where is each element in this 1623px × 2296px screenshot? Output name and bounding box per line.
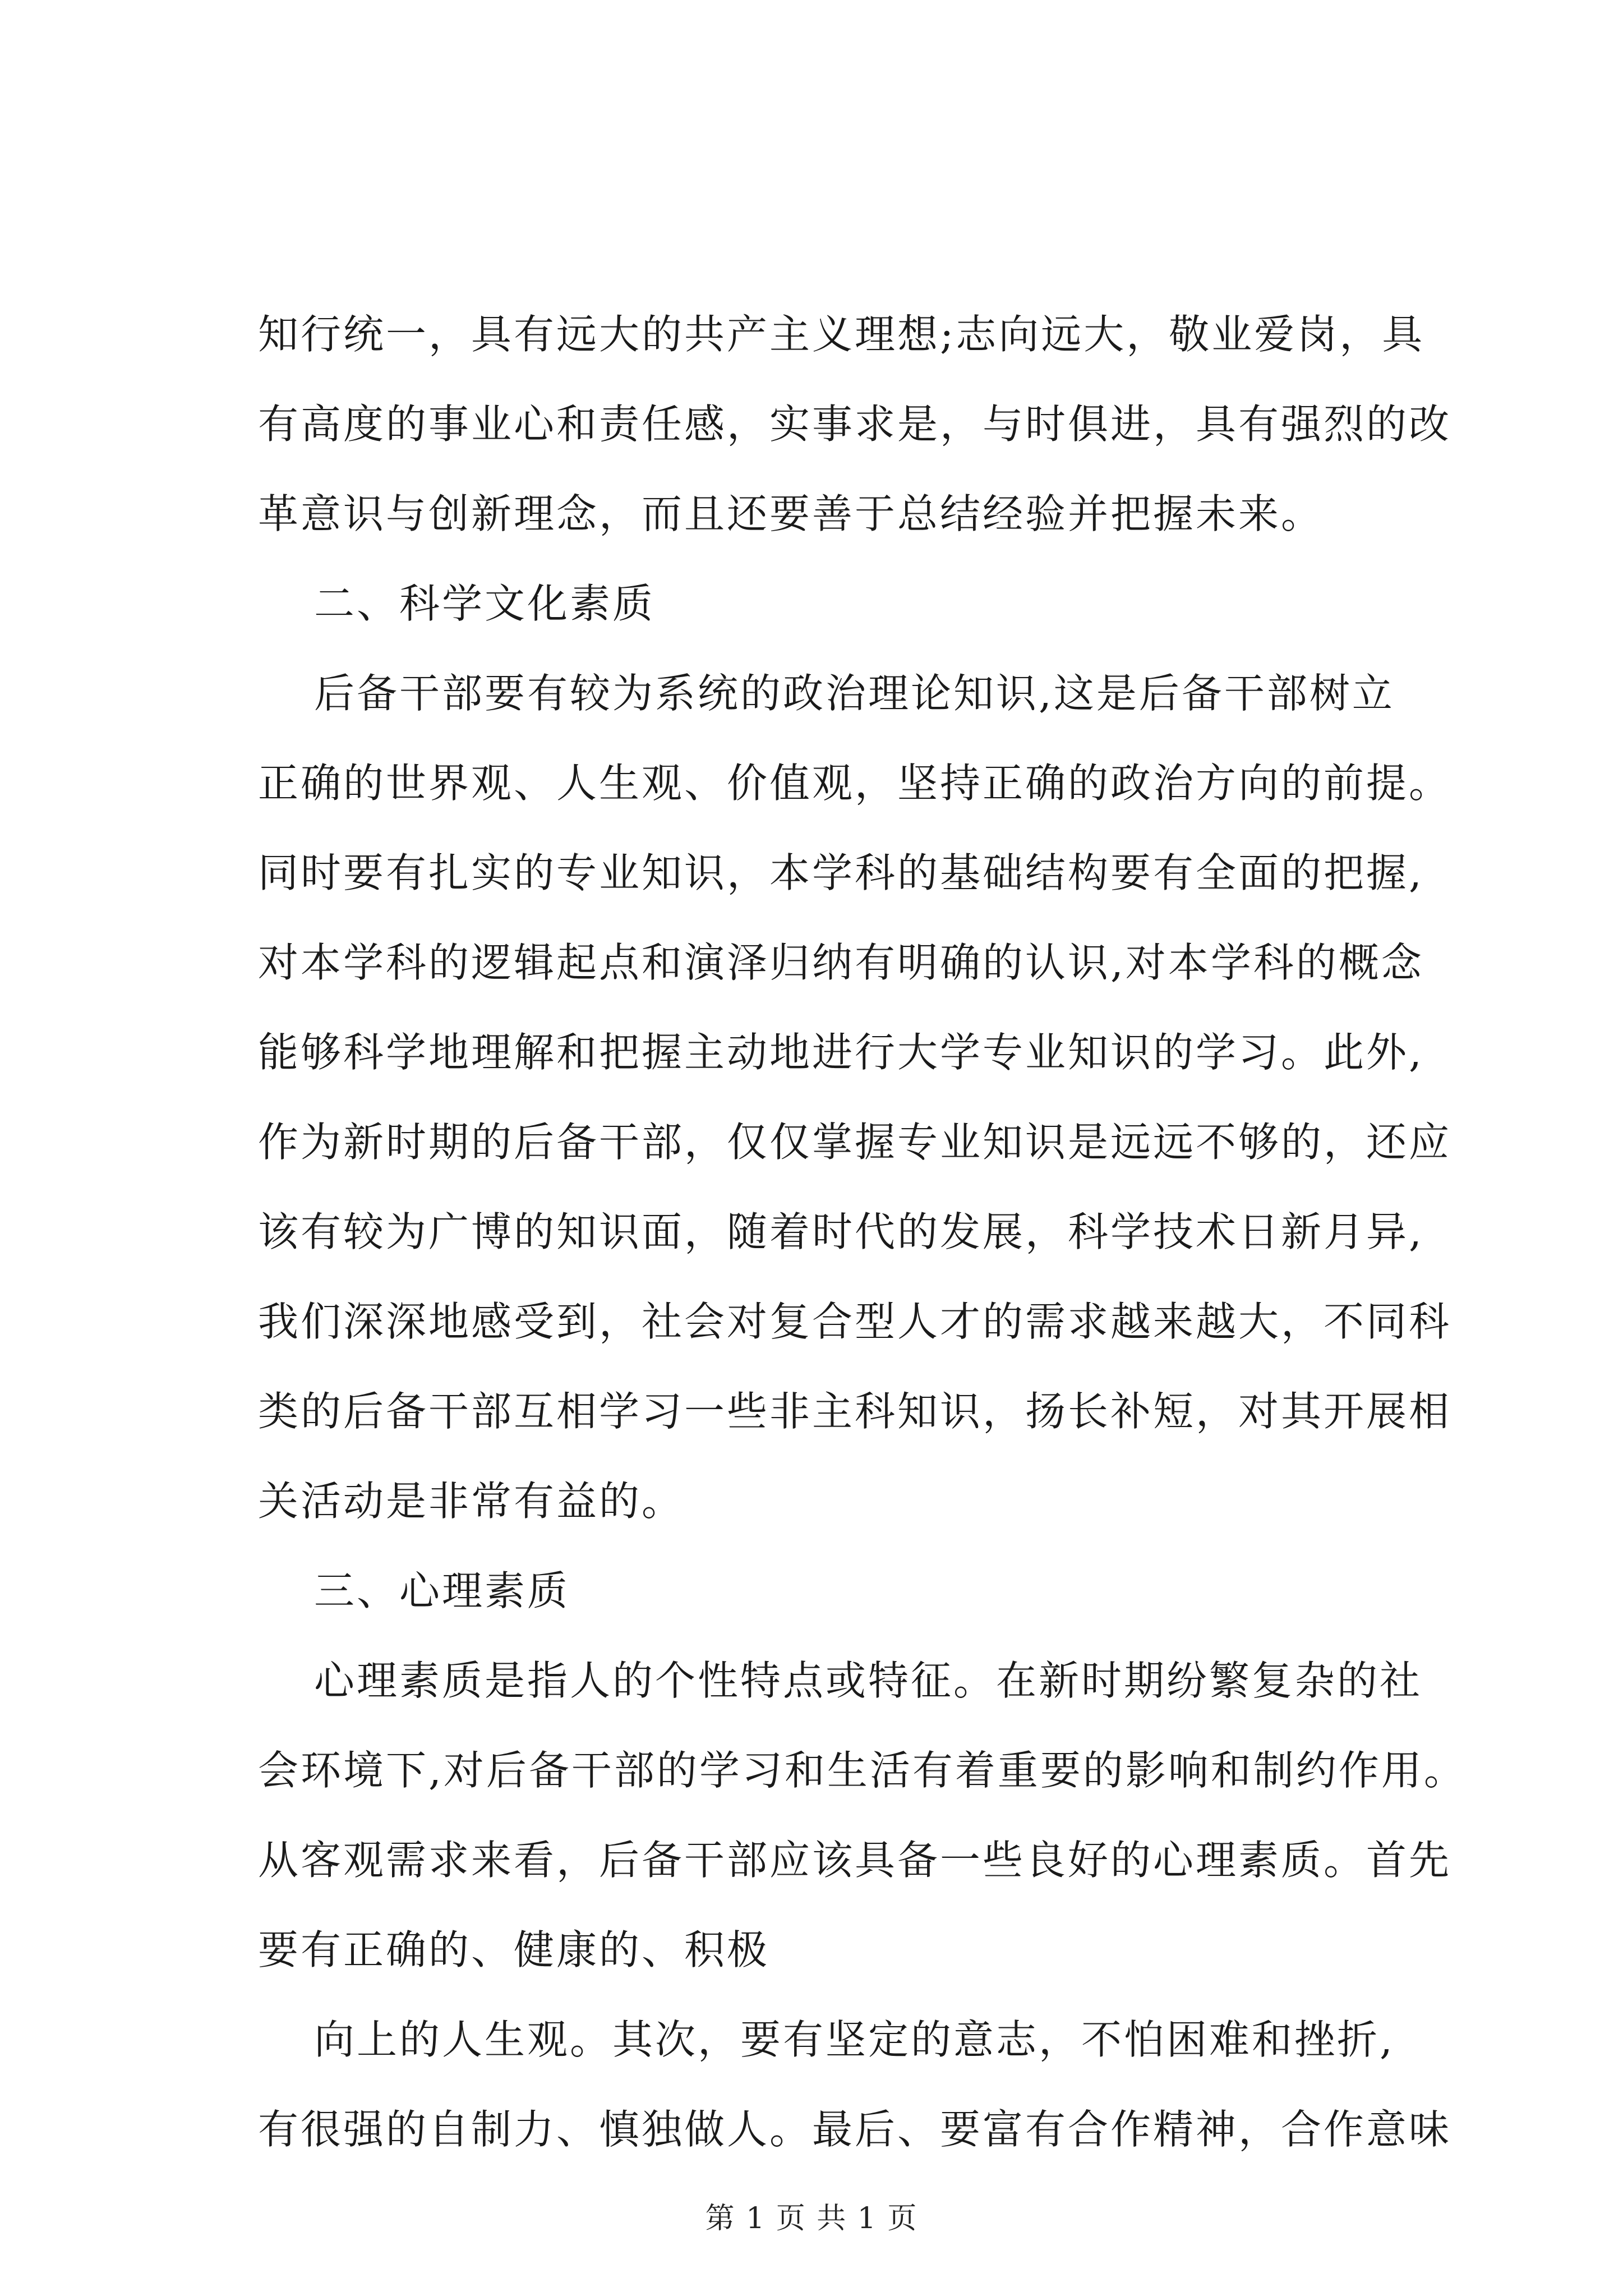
page-footer: 第 1 页 共 1 页 <box>705 2202 918 2235</box>
text-line: 对本学科的逻辑起点和演泽归纳有明确的认识,对本学科的概念 <box>258 939 1424 986</box>
text-line: 后备干部要有较为系统的政治理论知识,这是后备干部树立 <box>314 670 1395 717</box>
text-line: 正确的世界观、人生观、价值观，坚持正确的政治方向的前提。 <box>258 760 1452 807</box>
text-line: 该有较为广博的知识面，随着时代的发展，科学技术日新月异, <box>258 1208 1424 1255</box>
section-heading: 三、心理素质 <box>314 1567 570 1614</box>
text-line: 知行统一，具有远大的共产主义理想;志向远大，敬业爱岗，具 <box>258 311 1425 358</box>
text-line: 从客观需求来看，后备干部应该具备一些良好的心理素质。首先 <box>258 1837 1452 1884</box>
text-line: 关活动是非常有益的。 <box>258 1478 685 1525</box>
text-line: 能够科学地理解和把握主动地进行大学专业知识的学习。此外, <box>258 1029 1424 1076</box>
text-line: 有很强的自制力、慎独做人。最后、要富有合作精神，合作意味 <box>258 2106 1452 2153</box>
section-heading: 二、科学文化素质 <box>314 580 656 627</box>
text-line: 作为新时期的后备干部，仅仅掌握专业知识是远远不够的，还应 <box>258 1119 1452 1166</box>
text-line: 革意识与创新理念，而且还要善于总结经验并把握未来。 <box>258 490 1324 537</box>
text-line: 我们深深地感受到，社会对复合型人才的需求越来越大，不同科 <box>258 1298 1452 1345</box>
text-line: 类的后备干部互相学习一些非主科知识，扬长补短，对其开展相 <box>258 1388 1452 1435</box>
text-line: 会环境下,对后备干部的学习和生活有着重要的影响和制约作用。 <box>258 1747 1467 1794</box>
text-line: 心理素质是指人的个性特点或特征。在新时期纷繁复杂的社 <box>314 1657 1423 1704</box>
text-line: 有高度的事业心和责任感，实事求是，与时俱进，具有强烈的改 <box>258 401 1452 448</box>
text-line: 要有正确的、健康的、积极 <box>258 1926 770 1973</box>
text-line: 同时要有扎实的专业知识，本学科的基础结构要有全面的把握, <box>258 849 1424 896</box>
text-line: 向上的人生观。其次，要有坚定的意志，不怕困难和挫折, <box>314 2016 1395 2063</box>
